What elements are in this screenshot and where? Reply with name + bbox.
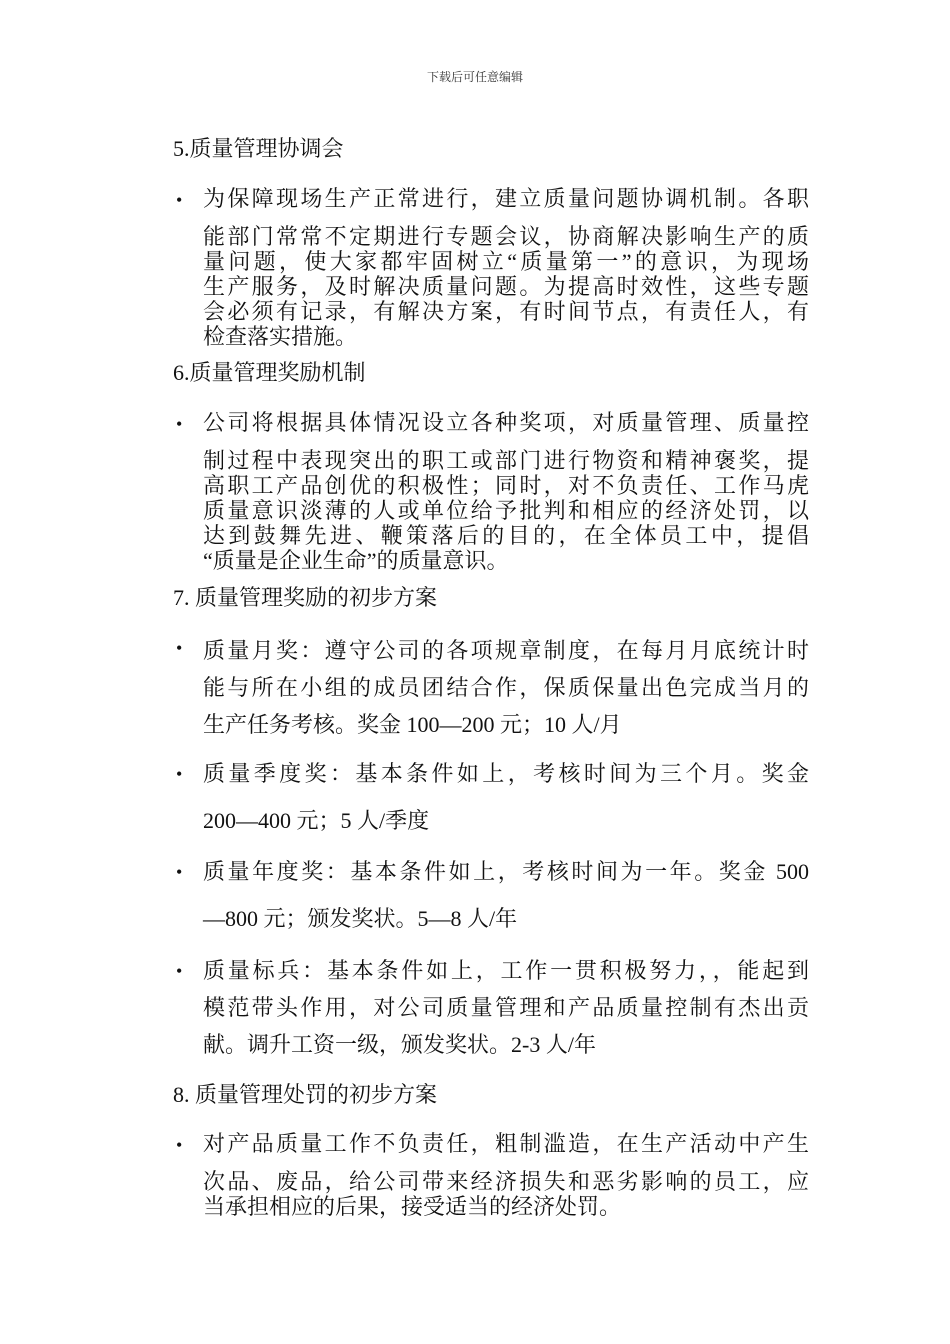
bullet-item: [203, 408, 809, 438]
bullet-icon: •: [176, 190, 183, 210]
bullet-icon: •: [176, 961, 183, 981]
paragraph-line: 达到鼓舞先进、鞭策落后的目的，在全体员工中，提倡: [203, 523, 809, 548]
paragraph-line: 生产服务，及时解决质量问题。为提高时效性，这些专题: [203, 274, 809, 299]
paragraph-line: 检查落实措施。: [203, 324, 358, 349]
paragraph-line: 次品、废品，给公司带来经济损失和恶劣影响的员工，应: [203, 1169, 809, 1194]
paragraph-line: 制过程中表现突出的职工或部门进行物资和精神褒奖，提: [203, 448, 809, 473]
paragraph-line: 生产任务考核。奖金 100—200 元；10 人/月: [203, 712, 622, 737]
paragraph-line: 模范带头作用，对公司质量管理和产品质量控制有杰出贡: [203, 995, 809, 1020]
bullet-icon: •: [176, 638, 183, 658]
paragraph-line: 质量季度奖：基本条件如上，考核时间为三个月。奖金: [203, 761, 809, 786]
section-heading: 6.质量管理奖励机制: [173, 360, 366, 385]
section-heading: 8. 质量管理处罚的初步方案: [173, 1082, 438, 1107]
bullet-icon: •: [176, 862, 183, 882]
paragraph-line: 对产品质量工作不负责任，粗制滥造，在生产活动中产生: [203, 1131, 809, 1156]
section-heading: 7. 质量管理奖励的初步方案: [173, 585, 438, 610]
bullet-item: [203, 1129, 809, 1159]
page-header: 下载后可任意编辑: [426, 70, 523, 84]
paragraph-line: 能与所在小组的成员团结合作，保质保量出色完成当月的: [203, 675, 809, 700]
bullet-item: [203, 632, 809, 743]
paragraph-line: 量问题，使大家都牢固树立“质量第一”的意识，为现场: [203, 249, 809, 274]
paragraph-line: “质量是企业生命”的质量意识。: [203, 548, 509, 573]
paragraph-line: 200—400 元；5 人/季度: [203, 808, 430, 833]
bullet-item: [203, 184, 809, 214]
bullet-icon: •: [176, 414, 183, 434]
paragraph-line: 高职工产品创优的积极性；同时，对不负责任、工作马虎: [203, 473, 809, 498]
paragraph-line: 质量意识淡薄的人或单位给予批判和相应的经济处罚，以: [203, 498, 809, 523]
bullet-item: [203, 754, 809, 848]
bullet-item: [203, 952, 809, 1063]
paragraph-line: 质量月奖：遵守公司的各项规章制度，在每月月底统计时: [203, 638, 809, 663]
section-heading: 5.质量管理协调会: [173, 136, 344, 161]
bullet-item-continuation: [203, 1169, 809, 1219]
paragraph-line: —800 元；颁发奖状。5—8 人/年: [203, 906, 518, 931]
paragraph-line: 会必须有记录，有解决方案，有时间节点，有责任人，有: [203, 299, 809, 324]
bullet-item-continuation: [203, 448, 809, 573]
paragraph-line: 当承担相应的后果，接受适当的经济处罚。: [203, 1194, 622, 1219]
paragraph-line: 献。调升工资一级，颁发奖状。2-3 人/年: [203, 1032, 596, 1057]
bullet-icon: •: [176, 1135, 183, 1155]
bullet-item: [203, 852, 809, 946]
paragraph-line: 质量年度奖：基本条件如上，考核时间为一年。奖金 500: [203, 859, 809, 884]
paragraph-line: 公司将根据具体情况设立各种奖项，对质量管理、质量控: [203, 410, 809, 435]
bullet-icon: •: [176, 764, 183, 784]
paragraph-line: 质量标兵：基本条件如上，工作一贯积极努力，，能起到: [203, 958, 809, 983]
paragraph-line: 能部门常常不定期进行专题会议，协商解决影响生产的质: [203, 224, 809, 249]
paragraph-line: 为保障现场生产正常进行，建立质量问题协调机制。各职: [203, 186, 809, 211]
bullet-item-continuation: [203, 224, 809, 349]
